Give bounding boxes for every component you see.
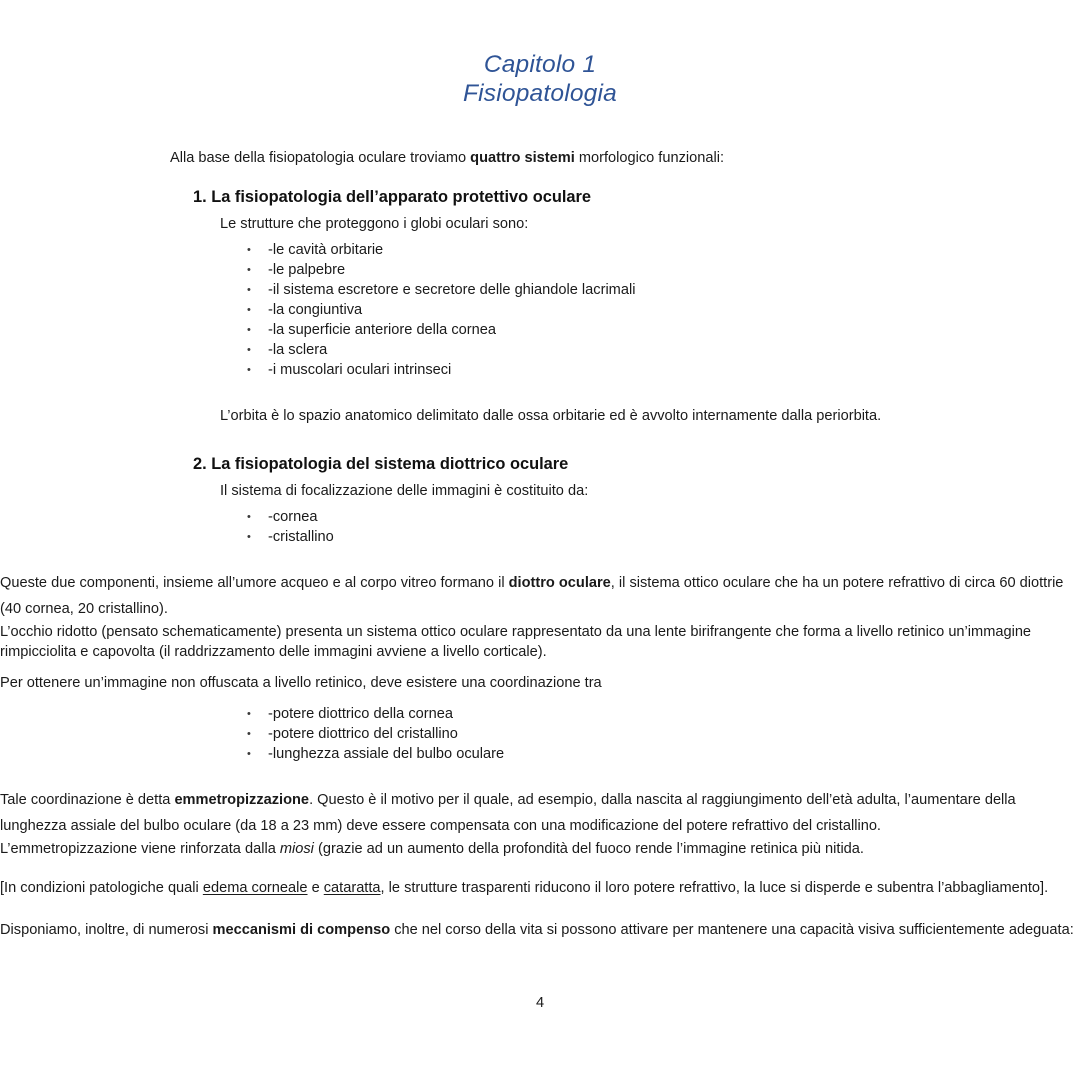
paragraph-emmetropizzazione [0,788,1080,839]
paragraph-compenso [0,918,1080,944]
intro-text-2: morfologico funzionali: [574,150,725,166]
paragraph-diottro [0,571,1080,622]
list-item: • -cornea [247,507,1080,527]
spacer [0,547,1080,571]
diottro-text-1: Queste due componenti, insieme all’umore acqueo e al corpo vitreo formano il [0,575,509,591]
paragraph-coordinazione: Per ottenere un’immagine non offuscata a livello retinico, deve esistere una coordinazione tra [0,675,602,691]
page-title [0,0,1080,108]
intro-paragraph [170,148,905,168]
compenso-text-2: che nel corso della vita si possono attivare per mantenere una capacità visiva sufficientemente adeguata: [390,921,1074,938]
paragraph-occhio-ridotto: L’occhio ridotto (pensato schematicamente) presenta un sistema ottico oculare rappresentato da una lente birifrangente che forma a livello retinico un’immagine rimpicciolita e capovolta (il raddrizzamento delle immagini avviene a livello corticale). [0,624,1032,660]
section-2-bullet-list [0,507,1080,547]
intro-text-1: Alla base della fisiopatologia oculare troviamo [170,150,471,166]
list-item: • -il sistema escretore e secretore delle ghiandole lacrimali [247,280,1080,300]
section-1-lead: Le strutture che proteggono i globi oculari sono: [220,216,529,232]
list-item: • -le palpebre [247,260,1080,280]
section-2-lead: Il sistema di focalizzazione delle immagini è costituito da: [220,483,589,499]
section-heading-2: 2. La fisiopatologia del sistema diottrico oculare [193,455,569,473]
emmetro-text-2: . Questo è il motivo per il quale, ad esempio, dalla nascita al raggiungimento dell’età adulta, l’aumentare della lunghezza assiale del bulbo oculare (da 18 a 23 mm) deve essere compensata con una modificazione del potere refrattivo del cristallino. [0,792,1016,834]
compenso-bold: meccanismi di compenso [212,921,391,938]
emmetro-bold: emmetropizzazione [174,792,310,808]
list-item: • -lunghezza assiale del bulbo oculare [247,744,1080,764]
diottro-bold: diottro oculare [508,575,611,591]
title-line-1: Capitolo 1 [483,51,597,78]
list-item: • -potere diottrico della cornea [247,704,1080,724]
list-item: • -le cavità orbitarie [247,240,1080,260]
paragraph-patologie [0,876,1080,902]
spacer [0,902,1080,918]
list-item: • -la congiuntiva [247,300,1080,320]
list-item: • -la sclera [247,340,1080,360]
spacer [0,426,1080,453]
list-item: • -i muscolari oculari intrinseci [247,360,1080,380]
emmetro-text-1: Tale coordinazione è detta [0,792,175,808]
miosi-text-2: (grazie ad un aumento della profondità del fuoco rende l’immagine retinica più nitida. [313,841,864,857]
page-number: 4 [535,995,545,1011]
spacer [0,662,1080,673]
section-2-bullet-list-2 [0,704,1080,764]
patologie-text-1: [In condizioni patologiche quali [0,880,203,896]
spacer [0,168,1080,186]
spacer [0,693,1080,704]
paragraph-miosi [0,839,1080,859]
list-item: • -potere diottrico del cristallino [247,724,1080,744]
compenso-text-1: Disponiamo, inoltre, di numerosi [0,921,213,938]
spacer [0,380,1080,406]
miosi-text-1: L’emmetropizzazione viene rinforzata dalla [0,841,280,857]
patologie-text-3: , le strutture trasparenti riducono il loro potere refrattivo, la luce si disperde e subentra l’abbagliamento]. [380,880,1049,896]
section-heading-1: 1. La fisiopatologia dell’apparato protettivo oculare [193,188,591,206]
spacer [0,764,1080,788]
patologie-underline-1: edema corneale [202,880,308,896]
diottro-text-2: , il sistema ottico oculare che ha un potere refrattivo di circa 60 diottrie (40 cornea, 20 cristallino). [0,575,1064,617]
list-item: • -cristallino [247,527,1080,547]
intro-bold: quattro sistemi [470,150,575,166]
section-1-closing: L’orbita è lo spazio anatomico delimitato dalle ossa orbitarie ed è avvolto internamente dalla periorbita. [220,408,882,424]
patologie-text-2: e [307,880,324,896]
miosi-italic: miosi [279,841,314,857]
section-1-bullet-list [0,240,1080,380]
spacer [0,108,1080,134]
spacer [0,859,1080,876]
title-line-2: Fisiopatologia [463,80,617,107]
list-item: • -la superficie anteriore della cornea [247,320,1080,340]
patologie-underline-2: cataratta [323,880,381,896]
